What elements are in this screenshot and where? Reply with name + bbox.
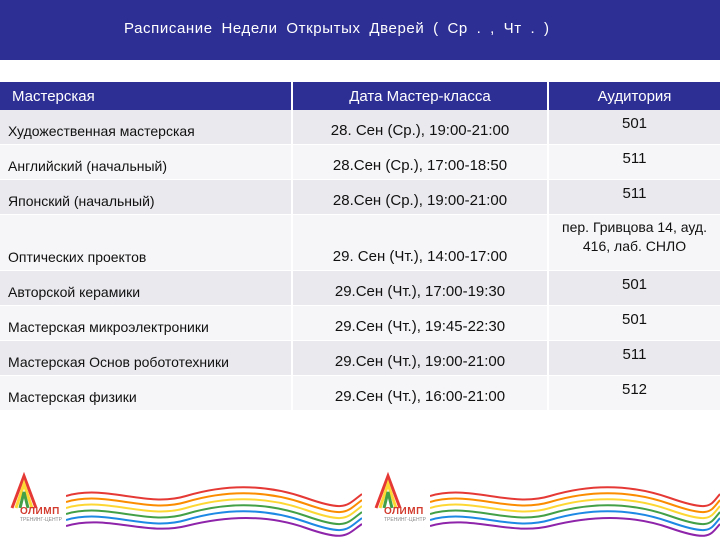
column-header-date: Дата Мастер-класса [292,82,548,110]
column-header-workshop: Мастерская [0,82,292,110]
workshop-name: Оптических проектов [0,215,292,271]
schedule-table [0,82,720,411]
olimp-logo-icon [6,470,70,510]
title-bar [0,0,720,60]
workshop-room: 511 [548,341,720,376]
decorative-waves-right [430,478,720,538]
workshop-room: 511 [548,180,720,215]
table-row [0,110,720,145]
workshop-name: Японский (начальный) [0,180,292,215]
table-row [0,341,720,376]
logo-name: ОЛИМП [20,506,60,517]
table-row [0,376,720,411]
workshop-room: 501 [548,271,720,306]
column-header-room: Аудитория [548,82,720,110]
table-row [0,306,720,341]
olimp-logo [370,470,434,530]
olimp-logo-icon [370,470,434,510]
table-row [0,180,720,215]
workshop-name: Мастерская микроэлектроники [0,306,292,341]
table-row [0,145,720,180]
workshop-room: 511 [548,145,720,180]
page-title: Расписание Недели Открытых Дверей ( Ср . , Чт . ) [124,20,550,37]
workshop-date: 29.Сен (Чт.), 16:00-21:00 [292,376,548,411]
table-header-row [0,82,720,110]
workshop-room: пер. Гривцова 14, ауд. 416, лаб. СНЛО [548,215,720,271]
workshop-date: 29.Сен (Чт.), 19:00-21:00 [292,341,548,376]
workshop-room: 501 [548,306,720,341]
wave-line [66,487,362,506]
workshop-name: Английский (начальный) [0,145,292,180]
workshop-name: Художественная мастерская [0,110,292,145]
workshop-date: 29.Сен (Чт.), 19:45-22:30 [292,306,548,341]
wave-line [430,518,720,536]
table-row [0,215,720,271]
workshop-name: Мастерская физики [0,376,292,411]
olimp-logo [6,470,70,530]
logo-name: ОЛИМП [384,506,424,517]
workshop-date: 28. Сен (Ср.), 19:00-21:00 [292,110,548,145]
workshop-name: Авторской керамики [0,271,292,306]
logo-subtitle: ТРЕНИНГ-ЦЕНТР [20,517,62,523]
workshop-name: Мастерская Основ робототехники [0,341,292,376]
workshop-room: 512 [548,376,720,411]
decorative-waves-left [66,478,362,538]
logo-subtitle: ТРЕНИНГ-ЦЕНТР [384,517,426,523]
workshop-date: 28.Сен (Ср.), 19:00-21:00 [292,180,548,215]
workshop-date: 29.Сен (Чт.), 17:00-19:30 [292,271,548,306]
workshop-date: 28.Сен (Ср.), 17:00-18:50 [292,145,548,180]
workshop-date: 29. Сен (Чт.), 14:00-17:00 [292,215,548,271]
table-row [0,271,720,306]
workshop-room: 501 [548,110,720,145]
